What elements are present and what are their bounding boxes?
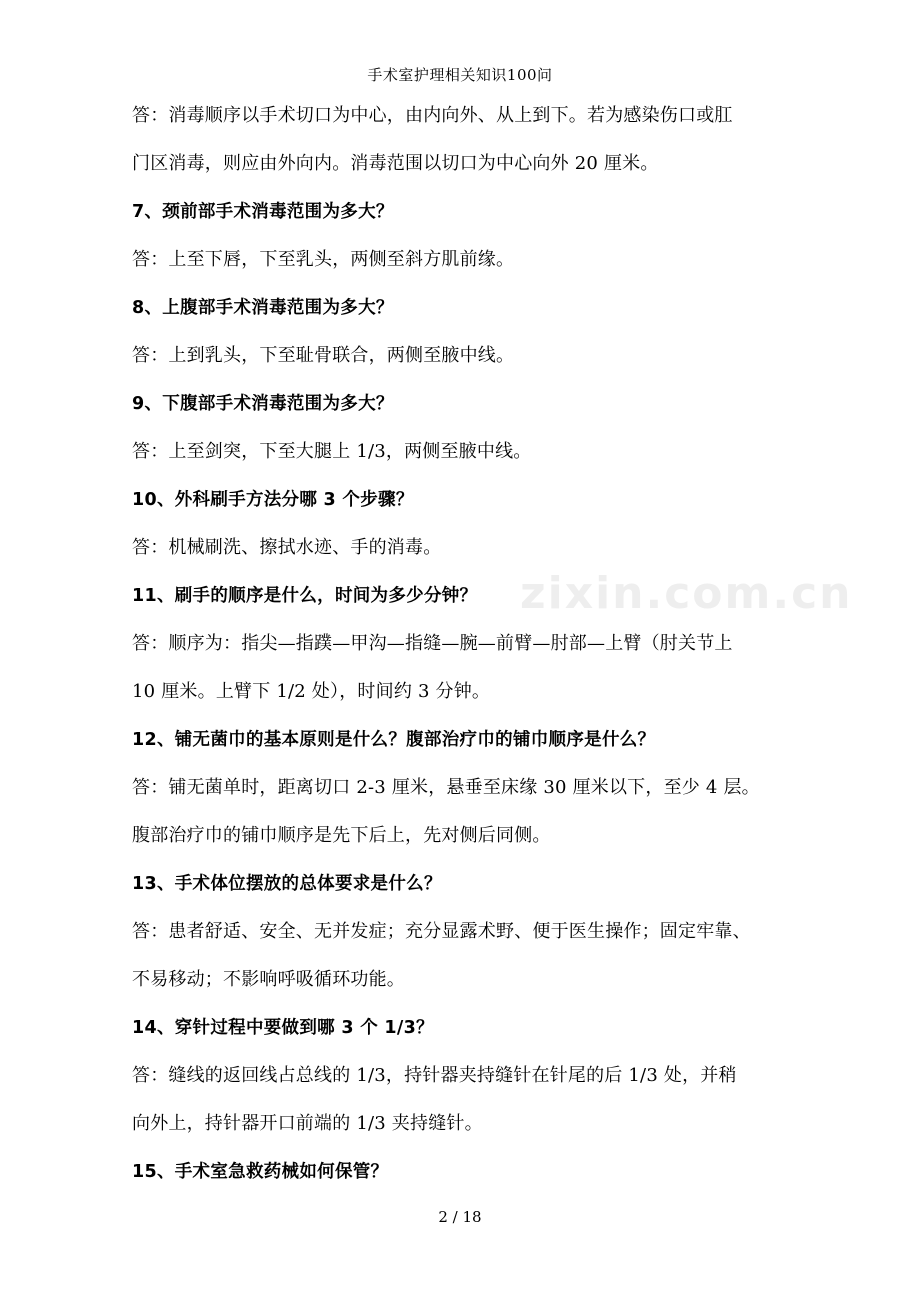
answer-text: 答：患者舒适、安全、无并发症；充分显露术野、便于医生操作；固定牢靠、 <box>132 921 751 942</box>
answer-text: 腹部治疗巾的铺巾顺序是先下后上，先对侧后同侧。 <box>132 825 551 846</box>
answer-text: 门区消毒，则应由外向内。消毒范围以切口为中心向外 20 厘米。 <box>132 153 659 174</box>
answer-text: 答：铺无菌单时，距离切口 2-3 厘米，悬垂至床缘 30 厘米以下，至少 4 层。 <box>132 777 760 798</box>
question-heading: 9、下腹部手术消毒范围为多大？ <box>132 394 394 414</box>
answer-text: 向外上，持针器开口前端的 1/3 夹持缝针。 <box>132 1113 483 1134</box>
document-body <box>132 92 794 1196</box>
page-number: 2 / 18 <box>438 1208 482 1226</box>
page-header: 手术室护理相关知识100问 <box>367 66 553 84</box>
question-heading: 10、外科刷手方法分哪 3 个步骤？ <box>132 490 414 510</box>
answer-text: 答：消毒顺序以手术切口为中心，由内向外、从上到下。若为感染伤口或肛 <box>132 105 733 126</box>
question-heading: 12、铺无菌巾的基本原则是什么？腹部治疗巾的铺巾顺序是什么？ <box>132 730 656 750</box>
answer-text: 答：机械刷洗、擦拭水迹、手的消毒。 <box>132 537 442 558</box>
question-heading: 15、手术室急救药械如何保管？ <box>132 1162 389 1182</box>
answer-text: 不易移动；不影响呼吸循环功能。 <box>132 969 405 990</box>
answer-text: 答：上到乳头，下至耻骨联合，两侧至腋中线。 <box>132 345 515 366</box>
answer-text: 10 厘米。上臂下 1/2 处），时间约 3 分钟。 <box>132 681 491 702</box>
question-heading: 7、颈前部手术消毒范围为多大？ <box>132 202 394 222</box>
answer-text: 答：上至下唇，下至乳头，两侧至斜方肌前缘。 <box>132 249 515 270</box>
watermark: zixin.com.cn <box>520 568 853 619</box>
question-heading: 8、上腹部手术消毒范围为多大？ <box>132 298 394 318</box>
question-heading: 13、手术体位摆放的总体要求是什么？ <box>132 874 442 894</box>
answer-text: 答：缝线的返回线占总线的 1/3，持针器夹持缝针在针尾的后 1/3 处，并稍 <box>132 1065 737 1086</box>
answer-text: 答：上至剑突，下至大腿上 1/3，两侧至腋中线。 <box>132 441 532 462</box>
question-heading: 14、穿针过程中要做到哪 3 个 1/3？ <box>132 1018 434 1038</box>
answer-text: 答：顺序为：指尖—指蹼—甲沟—指缝—腕—前臂—肘部—上臂（肘关节上 <box>132 633 733 654</box>
question-heading: 11、刷手的顺序是什么，时间为多少分钟？ <box>132 586 478 606</box>
